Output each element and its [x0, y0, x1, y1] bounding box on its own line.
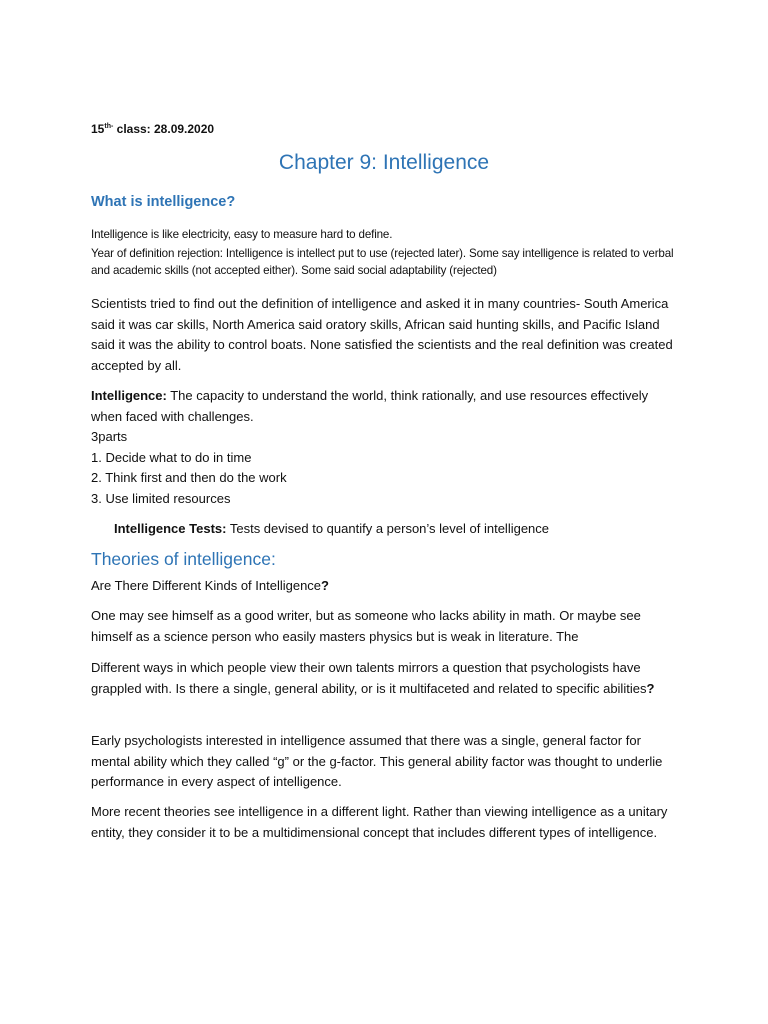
parts-label: 3parts: [91, 429, 128, 445]
electricity-analogy-line: Intelligence is like electricity, easy to measure hard to define.: [91, 228, 393, 241]
theories-subheading: Are There Different Kinds of Intelligence?: [91, 578, 329, 593]
class-date: class: 28.09.2020: [113, 122, 215, 136]
section-heading-what-is-intelligence: What is intelligence?: [91, 194, 236, 210]
question-mark: ?: [646, 680, 655, 696]
paragraph-different-ways: Different ways in which people view their own talents mirrors a question that psychologists have grappled with. Is there a single, general ability, or is it multifaceted and related to specific abilities?: [91, 660, 655, 696]
class-date-line: [91, 122, 681, 136]
intelligence-term: Intelligence:: [91, 388, 167, 403]
intelligence-tests-definition: [114, 519, 704, 540]
definition-rejection-text: Year of definition rejection: Intelligence is intellect put to use (rejected later). Some say intelligence is related to verbal and academic skills (not accepted either). Some said social adaptability (rejected): [91, 247, 674, 278]
question-mark: ?: [321, 578, 329, 593]
paragraph-self-view: One may see himself as a good writer, but as someone who lacks ability in math. Or maybe see himself as a science person who easily masters physics but is weak in literature. The: [91, 608, 641, 644]
intelligence-definition: [91, 386, 681, 427]
list-item: 1. Decide what to do in time: [91, 449, 252, 465]
list-item: 3. Use limited resources: [91, 490, 231, 506]
intelligence-definition-text: The capacity to understand the world, think rationally, and use resources effectively when faced with challenges.: [91, 388, 649, 424]
list-item: 2. Think first and then do the work: [91, 470, 287, 486]
paragraph-recent-theories: More recent theories see intelligence in a different light. Rather than viewing intelligence as a unitary entity, they consider it to be a multidimensional concept that includes different types of intelligence.: [91, 804, 668, 840]
intelligence-tests-term: Intelligence Tests:: [114, 521, 227, 536]
class-ordinal-suffix: th-: [104, 123, 114, 130]
intelligence-definition-block: [91, 386, 681, 510]
theories-heading: Theories of intelligence:: [91, 549, 276, 569]
chapter-title: Chapter 9: Intelligence: [278, 151, 490, 174]
scientists-paragraph: Scientists tried to find out the definition of intelligence and asked it in many countries- South America said it was car skills, North America said oratory skills, African said hunting skills, and Pacific Island said it was the ability to control boats. None satisfied the scientists and the real definition was created accepted by all.: [91, 296, 673, 373]
intelligence-tests-text: Tests devised to quantify a person’s level of intelligence: [226, 521, 550, 536]
class-number: 15: [91, 122, 105, 136]
paragraph-g-factor: Early psychologists interested in intelligence assumed that there was a single, general factor for mental ability which they called “g” or the g-factor. This general ability factor was thought to underlie performance in every aspect of intelligence.: [91, 733, 663, 790]
